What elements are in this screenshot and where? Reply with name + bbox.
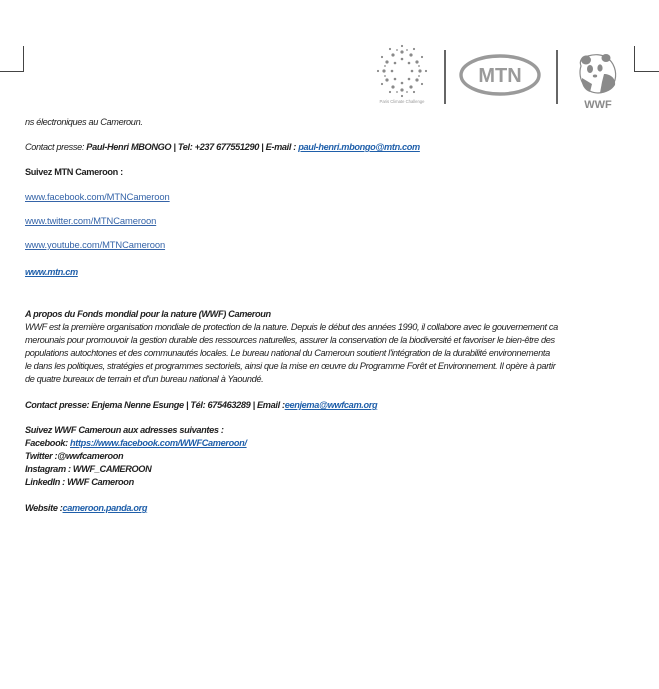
wwf-about-line: le dans les politiques, stratégies et programmes sectoriels, ainsi que la mise en œuvre du Programme Forêt et Environnement. Il opère à partir <box>25 361 556 371</box>
wwf-about-line: merounais pour promouvoir la gestion durable des ressources naturelles, assurer la conservation de la biodiversité et favoriser le bien-être des <box>25 335 555 345</box>
mtn-youtube-link[interactable]: www.youtube.com/MTNCameroon <box>25 239 166 250</box>
wwf-facebook-label: Facebook: <box>25 438 70 448</box>
mtn-logo <box>458 53 542 97</box>
wwf-website-label: Website : <box>25 503 63 513</box>
circular-dots-logo <box>374 42 430 112</box>
mtn-contact-name: Paul-Henri MBONGO | Tel: +237 677551290 | E-mail : <box>86 142 299 152</box>
mtn-twitter-link[interactable]: www.twitter.com/MTNCameroon <box>25 215 157 226</box>
wwf-facebook-link[interactable]: https://www.facebook.com/WWFCameroon/ <box>70 438 247 448</box>
mtn-contact <box>25 141 420 154</box>
header-logos <box>372 42 622 112</box>
mtn-website-link[interactable]: www.mtn.cm <box>25 267 78 277</box>
partner-caption: Paris Climate Challenge <box>379 99 425 104</box>
logo-separator <box>444 50 446 104</box>
wwf-about-section <box>25 308 637 386</box>
wwf-website-link[interactable]: cameroon.panda.org <box>62 503 148 513</box>
panda-icon <box>576 48 620 112</box>
wwf-about-heading: A propos du Fonds mondial pour la nature (WWF) Cameroun <box>25 309 271 319</box>
mtn-contact-email-link[interactable]: paul-henri.mbongo@mtn.com <box>298 142 420 152</box>
wwf-facebook-line <box>25 437 247 450</box>
mtn-logo-text: MTN <box>478 65 522 87</box>
wwf-about-line: WWF est la première organisation mondiale de protection de la nature. Depuis le début des années 1990, il collabore avec le gouvernement ca <box>25 322 558 332</box>
wwf-logo-text: WWF <box>584 99 612 111</box>
wwf-social-section <box>25 424 247 489</box>
logo-separator-2 <box>556 50 558 104</box>
wwf-instagram: Instagram : WWF_CAMEROON <box>25 464 152 474</box>
mtn-fragment: ns électroniques au Cameroun. <box>25 117 143 127</box>
mtn-follow-heading: Suivez MTN Cameroon : <box>25 167 123 177</box>
mtn-contact-label: Contact presse: <box>25 142 87 152</box>
wwf-twitter: Twitter :@wwfcameroon <box>25 451 124 461</box>
wwf-website <box>25 502 147 515</box>
crop-mark-right-vertical <box>634 46 635 72</box>
crop-mark-right-horizontal <box>634 71 659 72</box>
wwf-about-line: populations autochtones et des communautés locales. Le bureau national du Cameroun soutient l'intégration de la durabilité environnementa <box>25 348 550 358</box>
crop-mark-left-vertical <box>23 46 24 72</box>
wwf-follow-heading: Suivez WWF Cameroun aux adresses suivantes : <box>25 425 224 435</box>
wwf-about-line: de quatre bureaux de terrain et d'un bureau national à Yaoundé. <box>25 374 264 384</box>
wwf-contact-text: Contact presse: Enjema Nenne Esunge | Tél: 675463289 | Email : <box>25 400 285 410</box>
crop-mark-left-horizontal <box>0 71 24 72</box>
wwf-linkedin: LinkedIn : WWF Cameroon <box>25 477 134 487</box>
wwf-contact-email-link[interactable]: eenjema@wwfcam.org <box>284 400 378 410</box>
wwf-contact <box>25 399 377 412</box>
mtn-facebook-link[interactable]: www.facebook.com/MTNCameroon <box>25 191 170 202</box>
